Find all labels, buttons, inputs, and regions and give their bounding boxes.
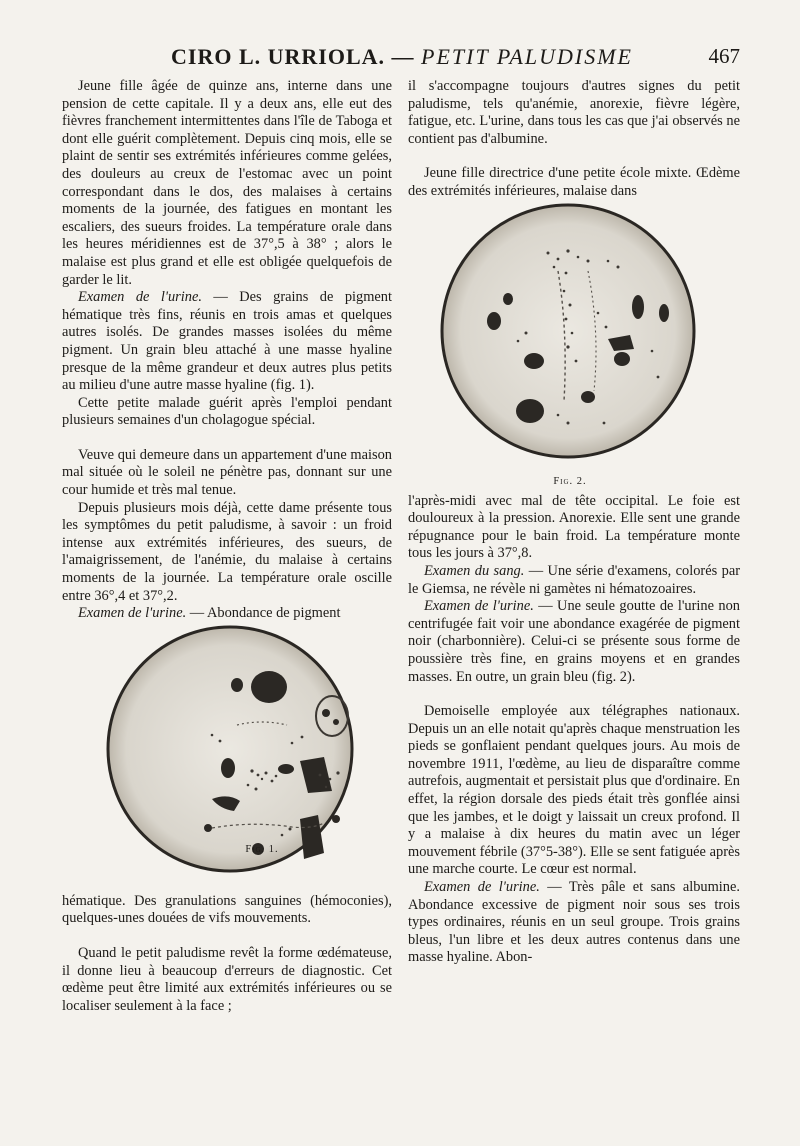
exam-label: Examen de l'urine.	[78, 605, 187, 622]
right-paragraph-2: Jeune fille directrice d'une petite école mixte. Œdème des extrémités inférieures, malaise dans	[408, 165, 740, 199]
left-paragraph-4: Veuve qui demeure dans un appartement d'une maison mal située où le soleil ne pénètre pas, donnant sur une cour humide et très mal tenue.	[62, 446, 392, 499]
right-paragraph-3: l'après-midi avec mal de tête occipital. Le foie est douloureux à la pression. Anorexie. Elle sent une grande répugnance pour le bain froid. La température monte tous les jours à 37°,8.	[408, 492, 740, 562]
left-paragraph-3: Cette petite malade guérit après l'emploi pendant plusieurs semaines d'un cholagogue spécial.	[62, 394, 392, 429]
exam-text: — Très pâle et sans albumine. Abondance excessive de pigment noir sous ses trois types ordinaires, réunis en un seul groupe. Trois grains bleus, l'un libre et les deux autres contenus dans une masse hyaline. Abon-	[408, 879, 740, 966]
page-number: 467	[708, 44, 740, 68]
exam-label: Examen du sang.	[424, 562, 525, 579]
running-header	[64, 44, 740, 74]
exam-label: Examen de l'urine.	[424, 598, 534, 615]
right-paragraph-5	[408, 598, 740, 686]
figure-1-caption: Fig. 1.	[245, 843, 279, 855]
figure-2-micrograph	[408, 201, 740, 463]
right-paragraph-6: Demoiselle employée aux télégraphes nationaux. Depuis un an elle notait qu'après chaque menstruation les pieds se gonflaient pendant quelques jours. Au mois de novembre 1911, l'œdème, au lieu de disparaître comme autrefois, augmentait et persistait plus que d'ordinaire. En effet, la région dorsale des pieds était très gonflée ainsi que les jambes, et le doigt y laissait un creux profond. Il y a malaise à dix heures du matin avec un léger mouvement fébrile (37°5-38°). Elle se sent fatiguée après une marche courte. Le cœur est normal.	[408, 703, 740, 878]
exam-text: — Abondance de pigment	[186, 605, 341, 622]
exam-text: — Une série d'examens, colorés par le Giemsa, ne révèle ni gamètes ni hématozoaires.	[408, 562, 740, 597]
figure-1-micrograph	[62, 623, 392, 879]
left-paragraph-5: Depuis plusieurs mois déjà, cette dame présente tous les symptômes du petit paludisme, à savoir : un froid intense aux extrémités inférieures, des sueurs, de l'amaigrissement, de l'anémie, du malaise à certains moments de la journée. La température orale oscille entre 36°,4 et 37°,2.	[62, 499, 392, 604]
exam-label: Examen de l'urine.	[424, 879, 540, 896]
exam-label: Examen de l'urine.	[78, 289, 202, 306]
exam-text: — Des grains de pigment hématique très fins, réunis en trois amas et quelques autres isolés. De grandes masses isolées du même pigment. Un grain bleu attaché à une masse hyaline presque de la même grandeur et deux autres plus petits au milieu d'une autre masse hyaline (fig. 1).	[62, 289, 392, 394]
exam-text: — Une seule goutte de l'urine non centrifugée fait voir une abondance exagérée de pigment noir (charbonnière). Celui-ci se présente sous forme de poussière très fine, en grains moyens et en grandes masses. En outre, un grain bleu (fig. 2).	[408, 598, 740, 685]
figure-2-caption: Fig. 2.	[553, 475, 587, 487]
running-title	[64, 44, 740, 70]
left-paragraph-2	[62, 289, 392, 395]
figure-1	[62, 623, 392, 893]
header-separator: —	[391, 44, 415, 69]
right-paragraph-7	[408, 879, 740, 967]
left-paragraph-8: Quand le petit paludisme revêt la forme œdémateuse, il donne lieu à beaucoup d'erreurs de diagnostic. Cet œdème peut être limité aux extrémités inférieures ou se localiser seulement à la face ;	[62, 945, 392, 1014]
left-paragraph-1: Jeune fille âgée de quinze ans, interne dans une pension de cette capitale. Il y a deux ans, elle eut des fièvres franchement intermittentes dans l'île de Taboga et dont elle guérit complètement. Depuis cinq mois, elle se plaint de sentir ses extrémités inférieures comme gelées, des douleurs au creux de l'estomac avec un point correspondant dans le dos, des malaises à certains moments de la journée, des fatigues en montant les escaliers, des sueurs froides. La température orale dans les heures méridiennes est de 37°,5 à 38° ; alors le malaise est plus grand et elle est obligée quelquefois de garder le lit.	[62, 78, 392, 288]
left-paragraph-6	[62, 605, 392, 623]
left-column	[62, 78, 392, 1015]
figure-2	[408, 201, 740, 493]
right-column	[408, 78, 740, 967]
right-paragraph-4	[408, 563, 740, 598]
header-author: CIRO L. URRIOLA.	[171, 44, 386, 69]
left-paragraph-7: hématique. Des granulations sanguines (hémoconies), quelques-unes douées de vifs mouvements.	[62, 892, 392, 927]
header-title: PETIT PALUDISME	[421, 44, 633, 69]
right-paragraph-1: il s'accompagne toujours d'autres signes du petit paludisme, tels qu'anémie, anorexie, fièvre légère, fatigue, etc. L'urine, dans tous les cas que j'ai observés ne contient pas d'albumine.	[408, 78, 740, 147]
